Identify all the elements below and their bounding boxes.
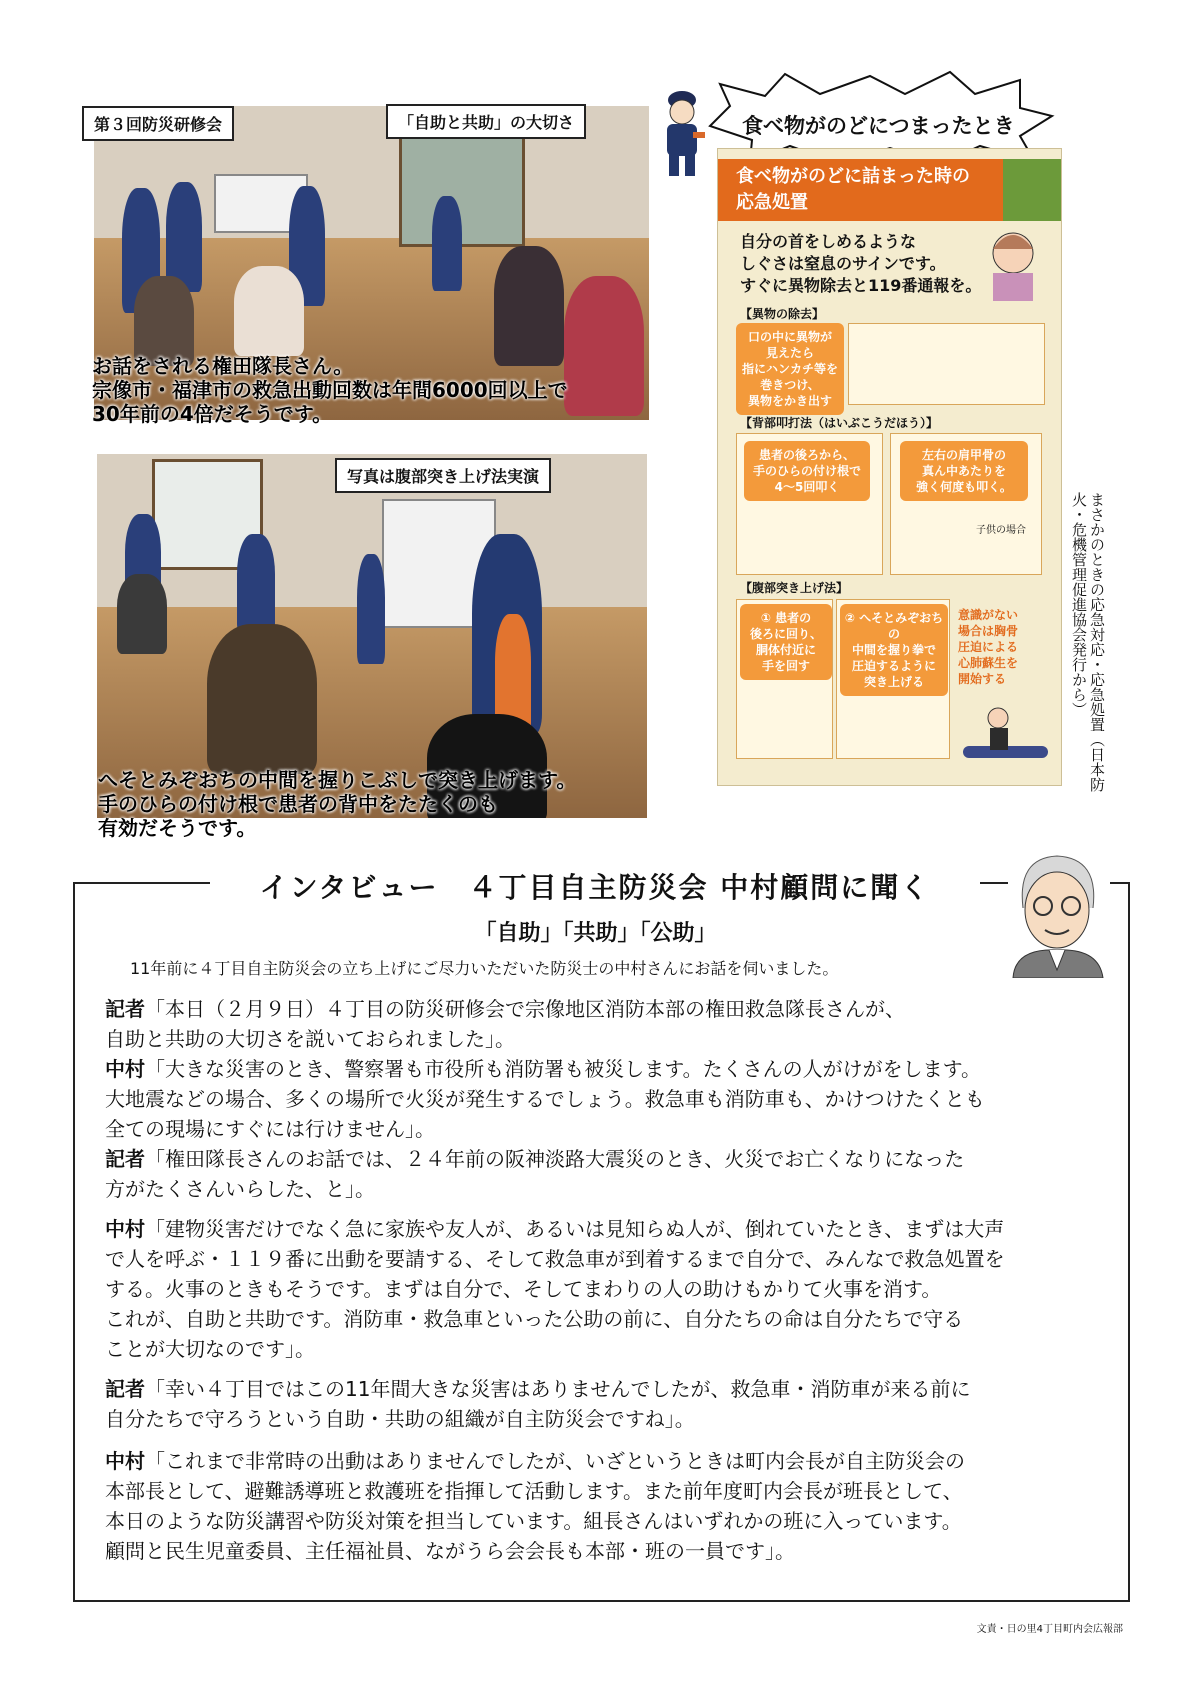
source-note: まさかのときの応急対応・応急処置（日本防火・危機管理促進協会発行から） — [1070, 492, 1106, 792]
photo-abdominal-thrust-demo — [97, 454, 647, 818]
card-corner-icon — [1003, 159, 1061, 221]
step-line: 開始する — [958, 672, 1007, 686]
interview-line — [105, 1054, 981, 1084]
caption-line: お話をされる権田隊長さん。 — [92, 354, 354, 378]
step-line: ① 患者の — [760, 611, 812, 625]
line-text: で人を呼ぶ・１１９番に出動を要請する、そして救急車が到着するまで自分で、みんなで救急処置を — [105, 1247, 1005, 1271]
caption-line: へそとみぞおちの中間を握りこぶしで突き上げます。 — [98, 768, 577, 792]
step-line: 手を回す — [761, 659, 810, 673]
photo1-tag-left: 第３回防災研修会 — [82, 106, 234, 141]
person-figure — [494, 246, 564, 366]
card-header-line: 応急処置 — [736, 192, 808, 213]
line-text: 本部長として、避難誘導班と救護班を指揮して活動します。また前年度町内会長が班長として、 — [105, 1479, 963, 1503]
step-line: 見えたら — [765, 346, 814, 360]
line-text: 「本日（２月９日）４丁目の防災研修会で宗像地区消防本部の権田救急隊長さんが、 — [145, 997, 905, 1021]
step-line: 指にハンカチ等を — [741, 362, 838, 376]
interview-lead: 11年前に４丁目自主防災会の立ち上げにご尽力いただいた防災士の中村さんにお話を伺いました。 — [130, 959, 839, 978]
card-header — [718, 159, 1061, 221]
step-line: 胴体付近に — [755, 643, 816, 657]
person-figure — [234, 266, 304, 356]
step-line: 口の中に異物が — [747, 330, 832, 344]
interview-line — [105, 1144, 964, 1174]
interview-line — [105, 1244, 1005, 1274]
step-line: 強く何度も叩く。 — [916, 480, 1012, 494]
intro-line: 自分の首をしめるような — [740, 232, 917, 251]
illustration-panel — [848, 323, 1045, 405]
step-line: 突き上げる — [863, 675, 924, 689]
line-text: 本日のような防災講習や防災対策を担当しています。組長さんはいずれかの班に入っています。 — [105, 1509, 962, 1533]
person-figure — [134, 276, 194, 366]
section-abdominal-thrusts: 【腹部突き上げ法】 — [740, 581, 849, 595]
photo1-caption — [92, 354, 568, 426]
step-line: 場合は胸骨 — [958, 624, 1019, 638]
interview-top-rule — [978, 882, 1008, 884]
interview-line — [105, 1476, 963, 1506]
section-back-blows: 【背部叩打法（はいぶこうだほう）】 — [740, 416, 939, 430]
step-box-abdominal-2 — [840, 604, 948, 696]
interview-line — [105, 1404, 695, 1434]
intro-line: しぐさは窒息のサインです。 — [740, 254, 946, 273]
interview-top-rule — [1110, 882, 1128, 884]
step-line: 巻きつけ、 — [760, 378, 820, 392]
speaker: 記者 — [105, 1147, 145, 1171]
speaker: 中村 — [105, 1449, 145, 1473]
step-line: 真ん中あたりを — [921, 464, 1006, 478]
line-text: 「幸い４丁目ではこの11年間大きな災害はありませんでしたが、救急車・消防車が来る前に — [145, 1377, 971, 1401]
speaker: 中村 — [105, 1057, 145, 1081]
speaker: 記者 — [105, 1377, 145, 1401]
bubble-text: 食べ物がのどにつまったとき — [742, 114, 1015, 138]
child-label: 子供の場合 — [976, 525, 1026, 536]
interview-line — [105, 1506, 962, 1536]
photo2-caption — [98, 768, 576, 840]
interview-line — [105, 1304, 963, 1334]
step-line: 意識がない — [958, 608, 1019, 622]
step-line: 心肺蘇生を — [958, 656, 1019, 670]
step-line: 圧迫による — [958, 640, 1019, 654]
window — [399, 121, 525, 247]
interview-line — [105, 1446, 965, 1476]
interview-title: インタビュー ４丁目自主防災会 中村顧問に聞く — [210, 866, 980, 906]
line-text: 「大きな災害のとき、警察署も市役所も消防署も被災します。たくさんの人がけがをします。 — [145, 1057, 981, 1081]
interview-line — [105, 994, 905, 1024]
cpr-note — [958, 607, 1018, 687]
step-line: 4〜5回叩く — [774, 480, 840, 494]
person-figure — [564, 276, 644, 416]
interview-line — [105, 1024, 515, 1054]
speaker: 中村 — [105, 1217, 145, 1241]
advisor-portrait-icon — [1005, 848, 1110, 978]
line-text: 「建物災害だけでなく急に家族や友人が、あるいは見知らぬ人が、倒れていたとき、まずは大声 — [145, 1217, 1005, 1241]
section-foreign-object-removal: 【異物の除去】 — [740, 307, 825, 321]
first-aid-card — [717, 148, 1062, 786]
photo1-tag-right: 「自助と共助」の大切さ — [386, 104, 586, 139]
person-figure — [357, 554, 385, 664]
interview-top-rule — [73, 882, 213, 884]
person-figure — [432, 196, 462, 291]
firefighter-illustration-icon — [655, 88, 710, 180]
interview-line — [105, 1374, 970, 1404]
caption-line: 宗像市・福津市の救急出動回数は年間6000回以上で — [92, 378, 568, 402]
interview-line — [105, 1174, 375, 1204]
line-text: 自助と共助の大切さを説いておられました」。 — [105, 1027, 515, 1051]
card-header-line: 食べ物がのどに詰まった時の — [736, 166, 970, 187]
step-box-shoulder-blades — [900, 441, 1028, 501]
step-box-back-blow — [744, 441, 870, 501]
line-text: 全ての現場にすぐには行けません」。 — [105, 1117, 435, 1141]
step-box-remove-object — [736, 323, 844, 415]
interview-subtitle: 「自助」「共助」「公助」 — [474, 921, 717, 946]
interview-line — [105, 1536, 795, 1566]
photo2-tag: 写真は腹部突き上げ法実演 — [335, 458, 551, 493]
caption-line: 手のひらの付け根で患者の背中をたたくのも — [98, 792, 498, 816]
cpr-illustration-icon — [958, 704, 1053, 764]
line-text: 大地震などの場合、多くの場所で火災が発生するでしょう。救急車も消防車も、かけつけたくとも — [105, 1087, 985, 1111]
line-text: 「これまで非常時の出動はありませんでしたが、いざというときは町内会長が自主防災会の — [145, 1449, 965, 1473]
line-text: これが、自助と共助です。消防車・救急車といった公助の前に、自分たちの命は自分たちで守る — [105, 1307, 964, 1331]
interview-line — [105, 1214, 1004, 1244]
speaker: 記者 — [105, 997, 145, 1021]
step-line: 手のひらの付け根で — [752, 464, 861, 478]
footer-credit: 文責・日の里4丁目町内会広報部 — [976, 1624, 1123, 1635]
card-intro — [740, 231, 981, 297]
step-line: 異物をかき出す — [747, 394, 832, 408]
step-line: 左右の肩甲骨の — [921, 448, 1006, 462]
line-text: 「権田隊長さんのお話では、２４年前の阪神淡路大震災のとき、火災でお亡くなりになった — [145, 1147, 965, 1171]
intro-line: すぐに異物除去と119番通報を。 — [740, 276, 982, 295]
line-text: 自分たちで守ろうという自助・共助の組織が自主防災会ですね」。 — [105, 1407, 695, 1431]
person-figure — [207, 624, 317, 774]
step-box-abdominal-1 — [740, 604, 832, 680]
interview-line — [105, 1114, 435, 1144]
caption-line: 30年前の4倍だそうです。 — [92, 402, 333, 426]
caption-line: 有効だそうです。 — [98, 816, 257, 840]
line-text: ことが大切なのです」。 — [105, 1337, 315, 1361]
person-figure — [237, 534, 275, 634]
choking-person-illustration-icon — [973, 221, 1053, 301]
interview-line — [105, 1274, 941, 1304]
interview-line — [105, 1084, 985, 1114]
step-line: 圧迫するように — [851, 659, 936, 673]
line-text: する。火事のときもそうです。まずは自分で、そしてまわりの人の助けもかりて火事を消す。 — [105, 1277, 942, 1301]
line-text: 顧問と民生児童委員、主任福祉員、ながうら会会長も本部・班の一員です」。 — [105, 1539, 795, 1563]
step-line: ② へそとみぞおちの — [844, 611, 944, 641]
interview-line — [105, 1334, 315, 1364]
step-line: 後ろに回り、 — [749, 627, 822, 641]
person-figure — [117, 574, 167, 654]
step-line: 中間を握り拳で — [851, 643, 936, 657]
line-text: 方がたくさんいらした、と」。 — [105, 1177, 375, 1201]
step-line: 患者の後ろから、 — [758, 448, 855, 462]
